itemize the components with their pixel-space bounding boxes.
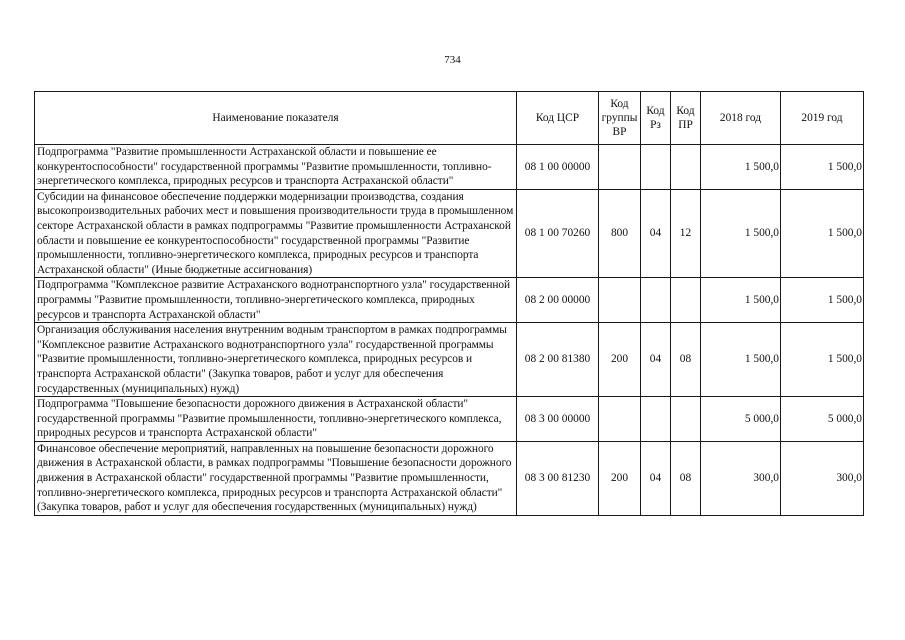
header-pr-line-1: Код	[676, 105, 695, 117]
table-row	[35, 145, 864, 190]
table-row	[35, 397, 864, 442]
row-pr-code: 08	[671, 441, 701, 515]
row-rz-code	[641, 145, 671, 190]
row-pr-code: 08	[671, 323, 701, 397]
row-2018-value: 1 500,0	[701, 189, 781, 278]
header-2019: 2019 год	[781, 92, 864, 145]
row-2018-value: 300,0	[701, 441, 781, 515]
row-csr-code: 08 3 00 00000	[517, 397, 599, 442]
row-vr-code: 800	[599, 189, 641, 278]
row-name: Субсидии на финансовое обеспечение поддержки модернизации производства, создания высокопроизводительных рабочих мест и повышения производительности труда в промышленном секторе Астраханской области в рамках подпрограммы "Развитие промышленности Астраханской области и повышение ее конкурентоспособности" государственной программы "Развитие промышленности, топливно-энергетического комплекса, природных ресурсов и транспорта Астраханской области" (Иные бюджетные ассигнования)	[35, 189, 517, 278]
row-pr-code	[671, 145, 701, 190]
header-csr: Код ЦСР	[517, 92, 599, 145]
row-name: Подпрограмма "Развитие промышленности Астраханской области и повышение ее конкурентоспособности" государственной программы "Развитие промышленности, топливно-энергетического комплекса, природных ресурсов и транспорта Астраханской области"	[35, 145, 517, 190]
header-vr-line-3: ВР	[612, 126, 627, 138]
row-csr-code: 08 1 00 70260	[517, 189, 599, 278]
row-2019-value: 5 000,0	[781, 397, 864, 442]
row-rz-code	[641, 397, 671, 442]
row-2018-value: 1 500,0	[701, 278, 781, 323]
row-2019-value: 1 500,0	[781, 189, 864, 278]
row-pr-code	[671, 397, 701, 442]
row-2019-value: 1 500,0	[781, 278, 864, 323]
row-name: Организация обслуживания населения внутренним водным транспортом в рамках подпрограммы "Комплексное развитие Астраханского воднотранспортного узла" государственной программы "Развитие промышленности, топливно-энергетического комплекса, природных ресурсов и транспорта Астраханской области" (Закупка товаров, работ и услуг для обеспечения государственных (муниципальных) нужд)	[35, 323, 517, 397]
row-rz-code: 04	[641, 189, 671, 278]
row-2019-value: 1 500,0	[781, 323, 864, 397]
row-2018-value: 1 500,0	[701, 145, 781, 190]
row-csr-code: 08 3 00 81230	[517, 441, 599, 515]
row-pr-code: 12	[671, 189, 701, 278]
header-rz-line-1: Код	[646, 105, 665, 117]
table-row	[35, 441, 864, 515]
row-rz-code: 04	[641, 323, 671, 397]
header-vr-line-2: группы	[601, 112, 638, 124]
header-vr-line-1: Код	[610, 98, 629, 110]
budget-table	[34, 91, 864, 516]
row-name: Подпрограмма "Комплексное развитие Астраханского воднотранспортного узла" государственной программы "Развитие промышленности, топливно-энергетического комплекса, природных ресурсов и транспорта Астраханской области"	[35, 278, 517, 323]
row-vr-code: 200	[599, 323, 641, 397]
row-rz-code	[641, 278, 671, 323]
header-name: Наименование показателя	[35, 92, 517, 145]
header-2018: 2018 год	[701, 92, 781, 145]
page-number: 734	[444, 54, 461, 66]
header-pr	[671, 92, 701, 145]
header-pr-line-2: ПР	[678, 119, 693, 131]
table-row	[35, 189, 864, 278]
row-vr-code	[599, 278, 641, 323]
row-rz-code: 04	[641, 441, 671, 515]
row-2019-value: 1 500,0	[781, 145, 864, 190]
row-vr-code	[599, 397, 641, 442]
table-row	[35, 278, 864, 323]
row-vr-code: 200	[599, 441, 641, 515]
row-csr-code: 08 1 00 00000	[517, 145, 599, 190]
row-2018-value: 5 000,0	[701, 397, 781, 442]
row-pr-code	[671, 278, 701, 323]
row-csr-code: 08 2 00 00000	[517, 278, 599, 323]
row-csr-code: 08 2 00 81380	[517, 323, 599, 397]
row-2018-value: 1 500,0	[701, 323, 781, 397]
table-row	[35, 323, 864, 397]
header-rz	[641, 92, 671, 145]
header-rz-line-2: Рз	[650, 119, 661, 131]
row-name: Подпрограмма "Повышение безопасности дорожного движения в Астраханской области" государственной программы "Развитие промышленности, топливно-энергетического комплекса, природных ресурсов и транспорта Астраханской области"	[35, 397, 517, 442]
row-2019-value: 300,0	[781, 441, 864, 515]
row-vr-code	[599, 145, 641, 190]
row-name: Финансовое обеспечение мероприятий, направленных на повышение безопасности дорожного движения в Астраханской области, в рамках подпрограммы "Повышение безопасности дорожного движения в Астраханской области" государственной программы "Развитие промышленности, топливно-энергетического комплекса, природных ресурсов и транспорта Астраханской области" (Закупка товаров, работ и услуг для обеспечения государственных (муниципальных) нужд)	[35, 441, 517, 515]
header-vr	[599, 92, 641, 145]
table-header-row	[35, 92, 864, 145]
